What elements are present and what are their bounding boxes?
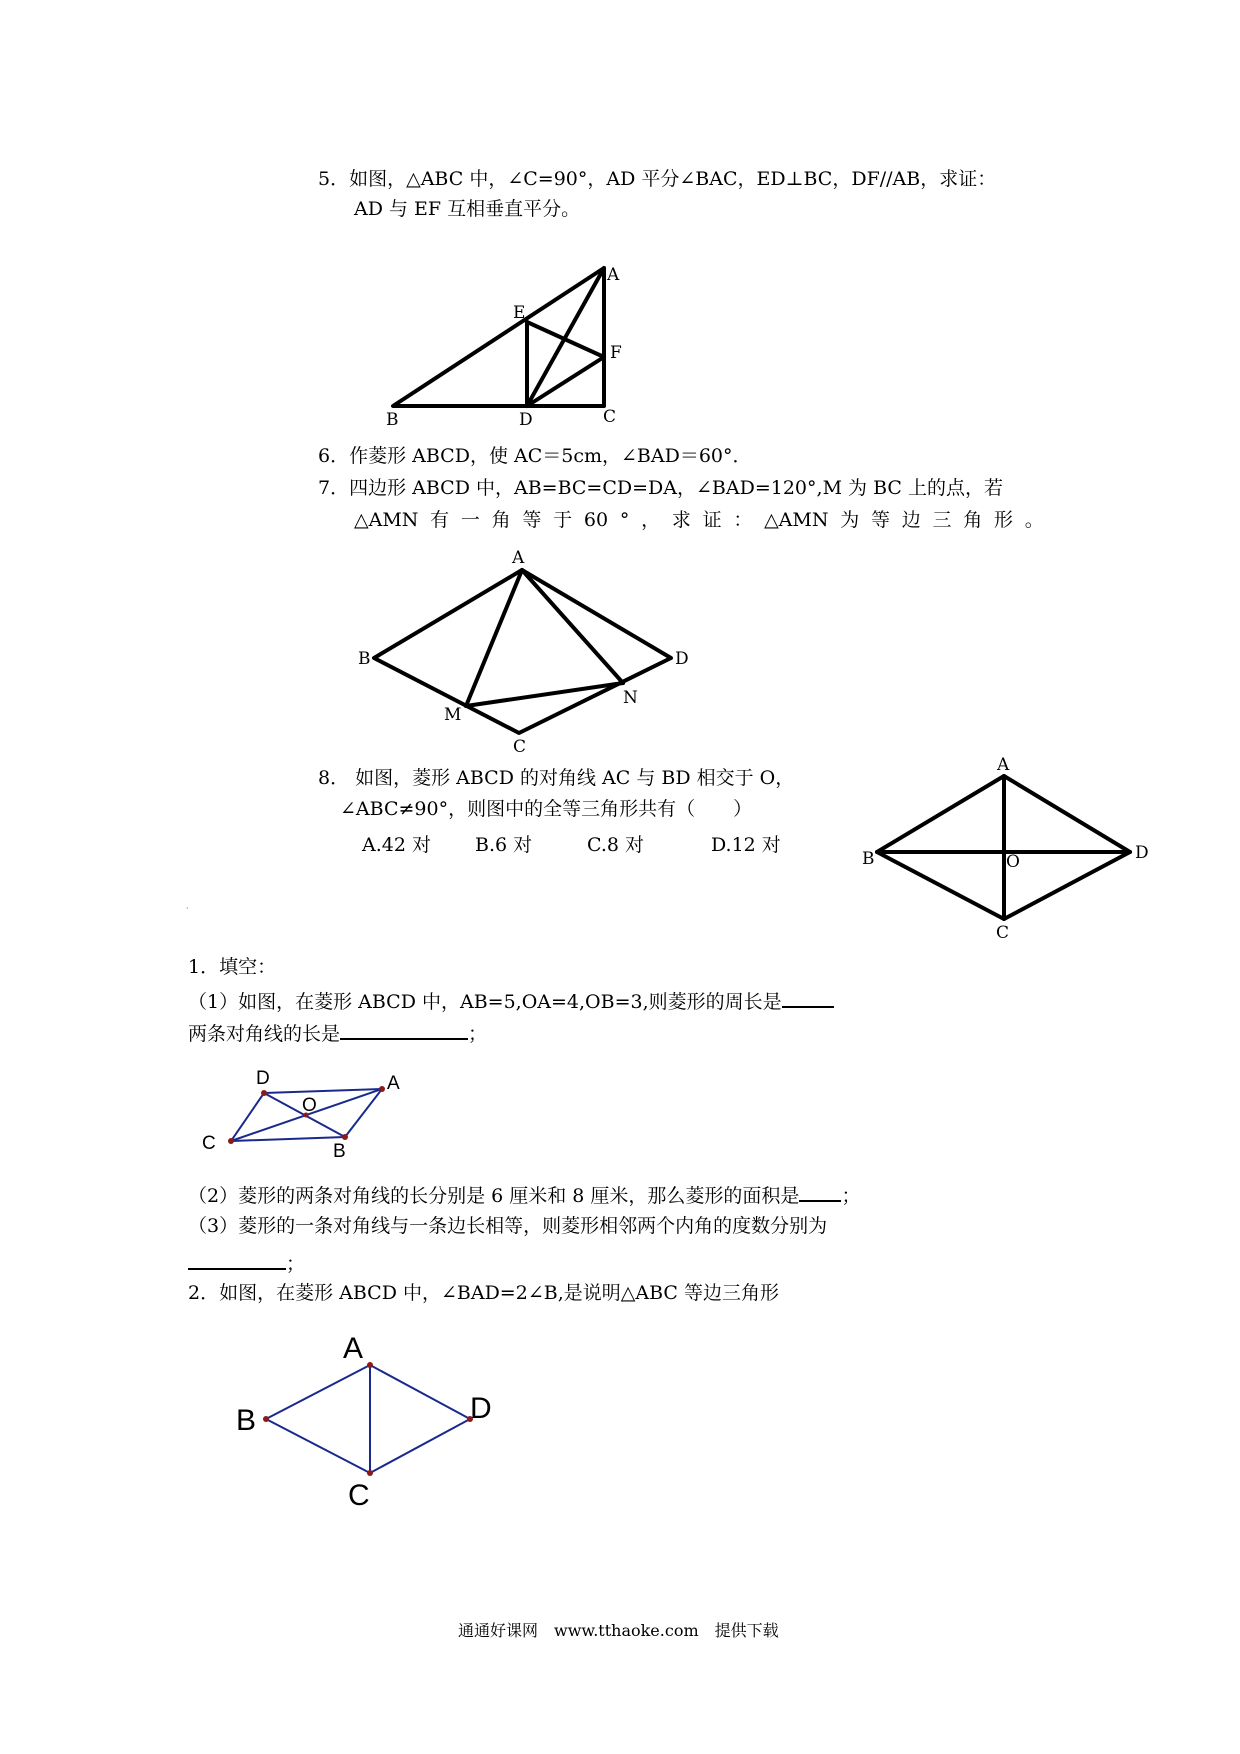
- p8-option-d: D.12 对: [711, 834, 781, 856]
- q2-label-A: A: [343, 1332, 364, 1365]
- p7-number: 7．: [318, 477, 350, 499]
- q1-label-D: D: [256, 1068, 270, 1089]
- p8-option-b: B.6 对: [475, 834, 533, 856]
- p7-word: △AMN: [354, 509, 419, 531]
- q1-label-C: C: [202, 1133, 216, 1154]
- p7-word: 角: [963, 509, 983, 531]
- p7-label-C: C: [513, 737, 527, 757]
- p7-word: 于: [553, 509, 573, 531]
- q1-title: 1．填空：: [188, 956, 277, 978]
- stray-dot: ·: [186, 904, 189, 913]
- p5-text: 如图，△ABC 中，∠C=90°，AD 平分∠BAC，ED⊥BC，DF//AB，求证：: [349, 168, 997, 190]
- p5-label-E: E: [513, 303, 526, 323]
- p5-label-F: F: [610, 343, 622, 363]
- q1-sub2-text: （2）菱形的两条对角线的长分别是 6 厘米和 8 厘米，那么菱形的面积是: [188, 1185, 800, 1207]
- p5-line2: AD 与 EF 互相垂直平分。: [354, 198, 581, 220]
- p8-number: 8．: [318, 767, 350, 789]
- p5-label-D: D: [519, 410, 533, 430]
- p7-word: 证: [702, 509, 722, 531]
- q2-label-D: D: [470, 1392, 492, 1425]
- q1-label-B: B: [333, 1141, 346, 1162]
- q1-blank-area: [799, 1182, 841, 1202]
- q1-sub1-text: （1）如图，在菱形 ABCD 中，AB=5,OA=4,OB=3,则菱形的周长是: [188, 991, 782, 1013]
- q2-text: 2．如图，在菱形 ABCD 中，∠BAD=2∠B,是说明△ABC 等边三角形: [188, 1282, 779, 1304]
- p8-label-O: O: [1006, 852, 1020, 872]
- p8-label-B: B: [862, 849, 875, 869]
- p7-label-B: B: [358, 649, 371, 669]
- q2-rhombus-abcd: [266, 1365, 470, 1473]
- q2-label-C: C: [348, 1479, 370, 1512]
- p7-label-N: N: [623, 688, 638, 708]
- q1-label-O: O: [302, 1095, 317, 1116]
- p7-word: ：: [733, 509, 753, 531]
- p7-word: 形: [993, 509, 1013, 531]
- q2-point-B: [263, 1416, 269, 1422]
- q2-point-C: [367, 1470, 373, 1476]
- p7-word: 角: [491, 509, 511, 531]
- p8-label-D: D: [1135, 843, 1149, 863]
- p8-label-C: C: [996, 923, 1010, 943]
- p7-label-A: A: [512, 548, 525, 568]
- q1-point-B: [342, 1134, 348, 1140]
- p7-label-M: M: [444, 705, 462, 725]
- p7-rhombus-abcd: [374, 570, 671, 733]
- p8-label-A: A: [997, 755, 1010, 775]
- q1-sub1-text2: 两条对角线的长是: [188, 1023, 341, 1045]
- p7-segment-an: [522, 570, 623, 683]
- q1-label-A: A: [387, 1073, 400, 1094]
- p7-word: 等: [522, 509, 542, 531]
- p7-word: 60: [583, 509, 609, 531]
- q1-sub2-end: ；: [841, 1185, 861, 1207]
- p8-text: 如图，菱形 ABCD 的对角线 AC 与 BD 相交于 O，: [355, 767, 795, 789]
- p7-word: 等: [870, 509, 890, 531]
- p7-word: 为: [840, 509, 860, 531]
- q2-point-A: [367, 1362, 373, 1368]
- q1-sub2: [188, 1182, 860, 1208]
- q1-point-C: [228, 1138, 234, 1144]
- p8-line2: ∠ABC≠90°，则图中的全等三角形共有（ ）: [340, 798, 753, 820]
- q1-sub1-line1: [188, 988, 834, 1014]
- q1-blank-angles: [188, 1250, 286, 1270]
- p7-word: 。: [1024, 509, 1044, 531]
- p7-line2: [354, 508, 1044, 532]
- p6-line: [318, 444, 752, 468]
- p7-word: ，: [641, 509, 661, 531]
- page-footer: 通通好课网 www.tthaoke.com 提供下载: [458, 1621, 779, 1640]
- p7-segment-am: [466, 570, 522, 706]
- p7-word: 边: [901, 509, 921, 531]
- p7-word: °: [619, 509, 630, 531]
- p7-word: △AMN: [764, 509, 829, 531]
- q1-sub1-end: ；: [468, 1023, 488, 1045]
- p7-word: 求: [671, 509, 691, 531]
- q1-point-A: [379, 1086, 385, 1092]
- q1-blank-diagonals: [340, 1020, 468, 1040]
- p7-word: 有: [430, 509, 450, 531]
- p7-text: 四边形 ABCD 中，AB=BC=CD=DA，∠BAD=120°,M 为 BC 上的点，若: [349, 477, 1003, 499]
- q1-sub3-answer: [188, 1250, 305, 1276]
- q1-sub3-end: ；: [286, 1253, 306, 1275]
- p5-triangle-abc: [393, 268, 604, 406]
- p7-line1: [318, 476, 1003, 500]
- p6-text: 作菱形 ABCD，使 AC＝5cm，∠BAD＝60°．: [349, 445, 752, 467]
- p5-number: 5．: [318, 168, 350, 190]
- p7-word: 三: [932, 509, 952, 531]
- p7-label-D: D: [675, 649, 689, 669]
- q1-sub3: （3）菱形的一条对角线与一条边长相等，则菱形相邻两个内角的度数分别为: [188, 1215, 828, 1237]
- p8-option-c: C.8 对: [587, 834, 645, 856]
- p5-segment-ef: [527, 322, 604, 357]
- q1-blank-perimeter: [782, 988, 834, 1008]
- p5-label-C: C: [603, 407, 617, 427]
- p5-segment-ad: [527, 268, 604, 406]
- p8-option-a: A.42 对: [362, 834, 431, 856]
- q2-label-B: B: [236, 1404, 257, 1437]
- p6-number: 6．: [318, 445, 350, 467]
- q1-sub1-line2: [188, 1020, 487, 1046]
- p5-label-B: B: [386, 410, 399, 430]
- p7-word: 一: [460, 509, 480, 531]
- p5-label-A: A: [607, 265, 620, 285]
- p8-line1: [318, 766, 794, 790]
- q1-point-D: [261, 1090, 267, 1096]
